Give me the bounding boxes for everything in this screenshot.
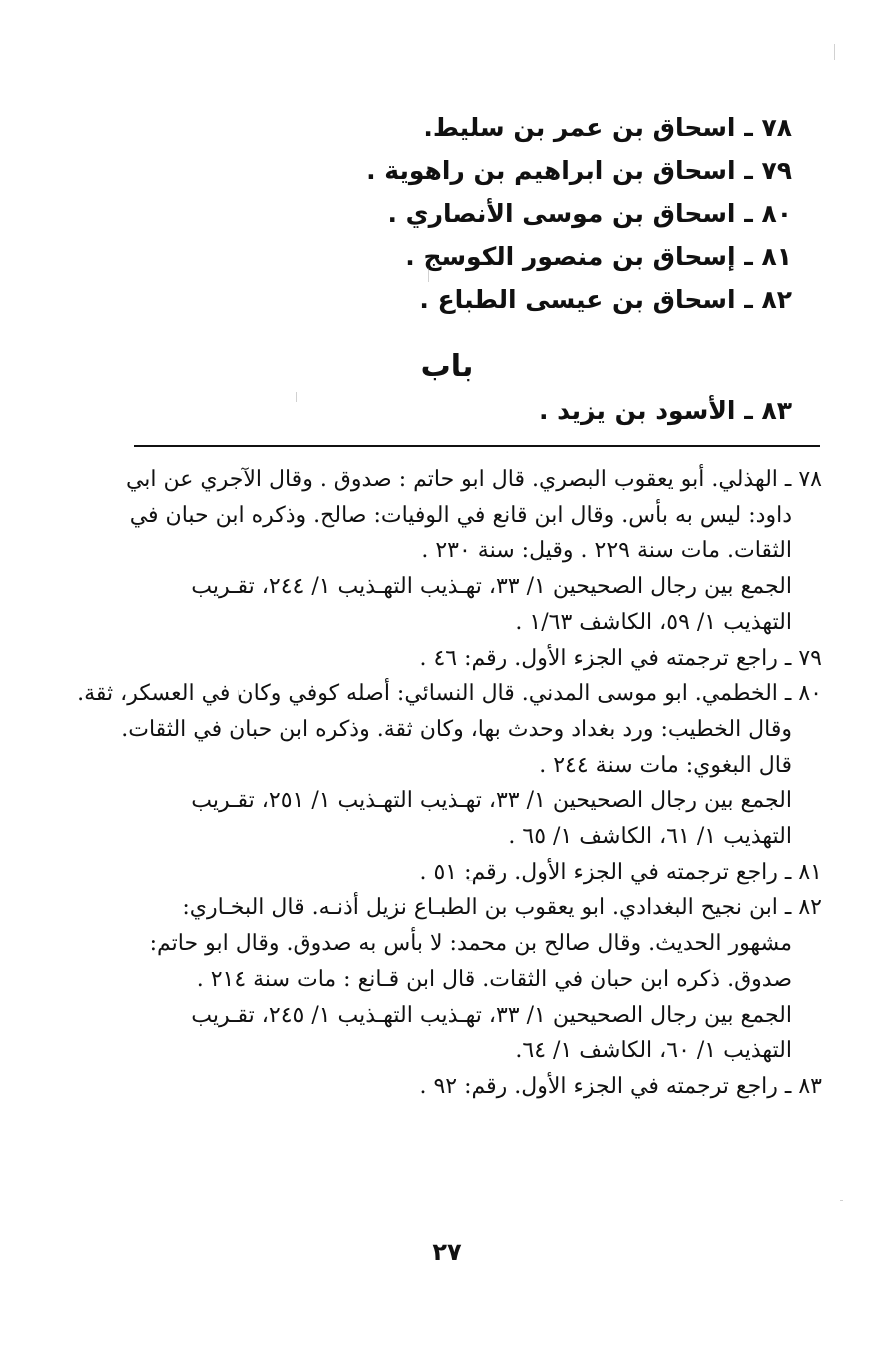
footnote-78-line-2: داود: ليس به بأس. وقال ابن قانع في الوفيات: صالح. وذكره ابن حبان في <box>129 502 792 528</box>
page-number: ٢٧ <box>432 1238 462 1266</box>
scan-speck <box>468 880 474 881</box>
footnote-82-line-1: ٨٢ ـ ابن نجيح البغدادي. ابو يعقوب بن الطبـاع نزيل أذنـه. قال البخـاري: <box>182 895 822 921</box>
entry-name-82: ٨٢ ـ اسحاق بن عيسى الطباع . <box>419 285 792 314</box>
footnote-78-reference-1: الجمع بين رجال الصحيحين ١/ ٣٣، تهـذيب التهـذيب ١/ ٢٤٤، تقـريب <box>191 574 792 600</box>
footnote-80-reference-1: الجمع بين رجال الصحيحين ١/ ٣٣، تهـذيب التهـذيب ١/ ٢٥١، تقـريب <box>191 788 792 814</box>
footnote-79: ٧٩ ـ راجع ترجمته في الجزء الأول. رقم: ٤٦ . <box>419 645 822 671</box>
scan-speck <box>238 690 239 700</box>
entry-name-80: ٨٠ ـ اسحاق بن موسى الأنصاري . <box>387 199 792 228</box>
scan-speck <box>840 1200 843 1201</box>
entry-name-83: ٨٣ ـ الأسود بن يزيد . <box>538 396 792 425</box>
scan-speck <box>428 268 429 282</box>
footnote-80-reference-2: التهذيب ١/ ٦١، الكاشف ١/ ٦٥ . <box>508 824 792 850</box>
footnote-78-reference-2: التهذيب ١/ ٥٩، الكاشف ١/٦٣ . <box>515 609 792 635</box>
entry-name-81: ٨١ ـ إسحاق بن منصور الكوسج . <box>405 242 792 271</box>
section-heading: باب <box>420 349 474 384</box>
entry-name-list <box>366 106 792 321</box>
scan-speck <box>296 392 297 402</box>
footnote-83: ٨٣ ـ راجع ترجمته في الجزء الأول. رقم: ٩٢ . <box>419 1073 822 1099</box>
footnote-78-line-3: الثقات. مات سنة ٢٢٩ . وقيل: سنة ٢٣٠ . <box>421 538 792 564</box>
entry-name-78: ٧٨ ـ اسحاق بن عمر بن سليط. <box>423 113 792 142</box>
footnote-82-reference-2: التهذيب ١/ ٦٠، الكاشف ١/ ٦٤. <box>515 1038 792 1064</box>
footnote-82-line-3: صدوق. ذكره ابن حبان في الثقات. قال ابن قـانع : مات سنة ٢١٤ . <box>196 966 792 992</box>
footnote-82-reference-1: الجمع بين رجال الصحيحين ١/ ٣٣، تهـذيب التهـذيب ١/ ٢٤٥، تقـريب <box>191 1002 792 1028</box>
scan-speck <box>834 44 835 60</box>
entry-name-list-2 <box>372 389 792 432</box>
footnote-81: ٨١ ـ راجع ترجمته في الجزء الأول. رقم: ٥١ . <box>419 859 822 885</box>
entry-name-79: ٧٩ ـ اسحاق بن ابراهيم بن راهوية . <box>366 156 792 185</box>
footnote-82-line-2: مشهور الحديث. وقال صالح بن محمد: لا بأس به صدوق. وقال ابو حاتم: <box>149 931 792 957</box>
footnote-78-line-1: ٧٨ ـ الهذلي. أبو يعقوب البصري. قال ابو حاتم : صدوق . وقال الآجري عن ابي <box>125 467 822 492</box>
footnote-divider <box>134 445 820 447</box>
footnote-80-line-3: قال البغوي: مات سنة ٢٤٤ . <box>539 752 792 778</box>
footnotes <box>77 462 822 1105</box>
footnote-80-line-2: وقال الخطيب: ورد بغداد وحدث بها، وكان ثقة. وذكره ابن حبان في الثقات. <box>121 716 792 742</box>
footnote-80-line-1: ٨٠ ـ الخطمي. ابو موسى المدني. قال النسائي: أصله كوفي وكان في العسكر، ثقة. <box>77 681 822 707</box>
